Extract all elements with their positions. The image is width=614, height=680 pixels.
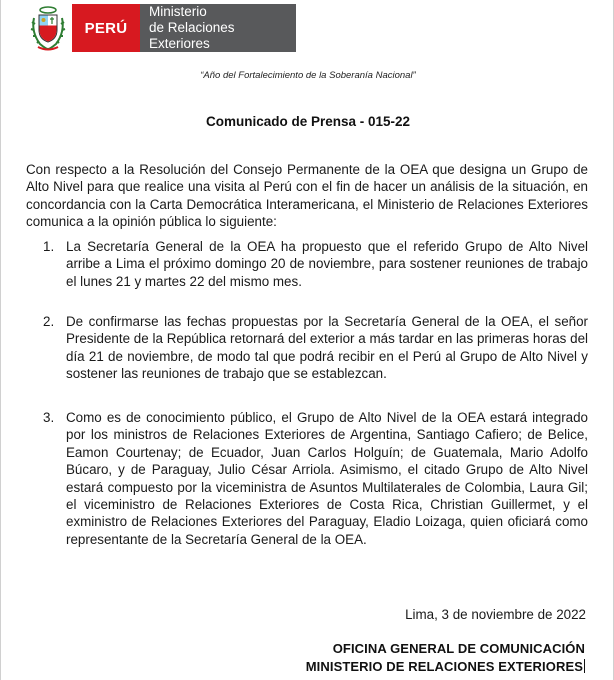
list-item-text: La Secretaría General de la OEA ha propuesto que el referido Grupo de Alto Nivel arribe a Lima el próximo domingo 20 de noviembre, para sostener reuniones de trabajo el lunes 21 y martes 22 del mismo mes.	[66, 239, 588, 289]
logo-country-block	[72, 4, 140, 52]
signature-ministry: MINISTERIO DE RELACIONES EXTERIORES	[305, 659, 583, 674]
press-release-title: Comunicado de Prensa - 015-22	[205, 114, 411, 129]
signature-ministry-wrap	[306, 658, 585, 676]
list-item-number: 1.	[43, 239, 55, 254]
signature-office: OFICINA GENERAL DE COMUNICACIÓN	[332, 641, 585, 656]
list-item-number: 2.	[43, 314, 55, 329]
list-item-number: 3.	[43, 410, 55, 425]
text-cursor	[584, 659, 585, 673]
logo-country-text: PERÚ	[84, 19, 128, 37]
document-date: Lima, 3 de noviembre de 2022	[405, 607, 586, 622]
logo-ministry-block	[140, 4, 296, 52]
signature-block	[306, 640, 585, 676]
list-item-text: Como es de conocimiento público, el Grupo de Alto Nivel de la OEA estará integrado por los ministros de Relaciones Exteriores de Argentina, Santiago Cafiero; de Belice, Eamon Courtenay; de Ecuador, Juan Carlos Holguín; de Guatemala, Mario Adolfo Búcaro, y de Paraguay, Julio César Arriola. Asimismo, el citado Grupo de Alto Nivel estará compuesto por la viceministra de Asuntos Multilaterales de Colombia, Laura Gil; el viceministro de Relaciones Exteriores de Costa Rica, Christian Guillermet, y el exministro de Relaciones Exteriores del Paraguay, Eladio Loizaga, quien oficiará como representante de la Secretaría General de la OEA.	[66, 410, 588, 547]
list-item-text: De confirmarse las fechas propuestas por la Secretaría General de la OEA, el señor Presidente de la República retornará del exterior a más tardar en las primeras horas del día 21 de noviembre, de modo tal que podrá recibir en el Perú al Grupo de Alto Nivel y sostener las reuniones de trabajo que se establezcan.	[66, 314, 588, 382]
intro-paragraph: Con respecto a la Resolución del Consejo Permanente de la OEA que designa un Grupo de Alto Nivel para que realice una visita al Perú con el fin de hacer un análisis de la situación, en concordancia con la Carta Democrática Interamericana, el Ministerio de Relaciones Exteriores comunica a la opinión pública lo siguiente:	[26, 162, 588, 230]
ministry-header-logo	[28, 4, 296, 52]
logo-ministry-line1: Ministerio	[149, 4, 207, 19]
logo-ministry-line2: de Relaciones Exteriores	[149, 20, 235, 51]
coat-of-arms-icon	[28, 4, 68, 52]
year-slogan: “Año del Fortalecimiento de la Soberanía Nacional”	[200, 70, 416, 81]
